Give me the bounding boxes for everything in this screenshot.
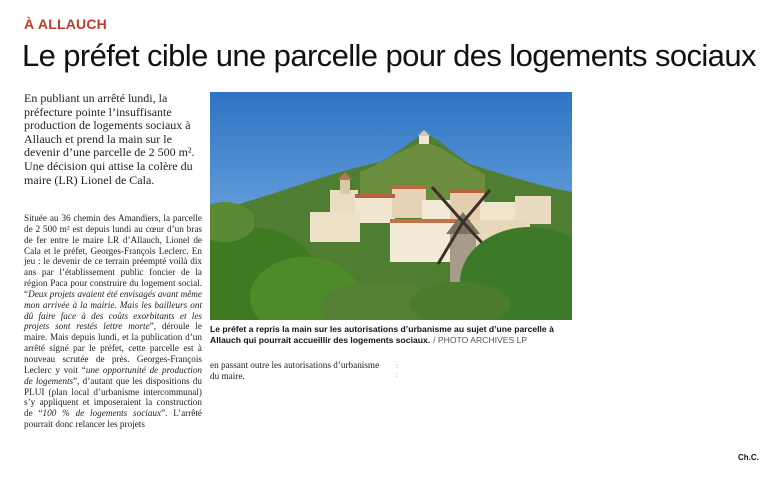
article-body-column-1 [24, 213, 202, 430]
author-signature: Ch.C. [738, 453, 759, 462]
body-text: ”. L’arrêté pourrait donc relancer les projets [24, 408, 203, 430]
article-photo [210, 92, 572, 320]
article-lead: En publiant un arrêté lundi, la préfecture pointe l’insuffisante production de logements sociaux à Allauch et prend la main sur le devenir d’une parcelle de 2 500 m². Une décision qui attise la colère du maire (LR) Lionel de Cala. [24, 91, 195, 187]
section-kicker: À ALLAUCH [24, 16, 107, 32]
caption-text: Le préfet a repris la main sur les autorisations d’urbanisme au sujet d’une parcelle à Allauch qui pourrait accueillir des logements sociaux. [210, 324, 554, 345]
body-text: ”, déroule le maire. Mais depuis lundi, et la publication d’un arrêté signé par le préfet, cette parcelle est à nouveau scrutée de près. Georges-François Leclerc y voit “ [24, 321, 202, 375]
photo-credit: / PHOTO ARCHIVES LP [433, 334, 528, 345]
body-text: Située au 36 chemin des Amandiers, la parcelle de 2 500 m² est depuis lundi au cœur d’un bras de fer entre le maire LR d’Allauch, Lionel de Cala et le préfet, Georges-François Leclerc. En jeu : le devenir de ce terrain préempté voilà dix ans par l’établissement public foncier de la région Paca pour construire du logement social. “ [24, 213, 202, 299]
article-body-column-2: en passant outre les autorisations d’urbanisme du maire. [210, 360, 380, 381]
article-headline: Le préfet cible une parcelle pour des logements sociaux [22, 38, 756, 73]
body-text: ”, d’autant que les dispositions du PLUI (plan local d’urbanisme intercommunal) s’y appliquent et imposeraient la construction de “ [24, 375, 202, 419]
photo-caption [210, 324, 572, 345]
allauch-village-photo [210, 92, 572, 320]
quote-text: Deux projets avaient été envisagés avant même mon arrivée à la mairie. Mais les bailleurs ont dû faire face à des coûts exorbitants et les projets sont restés lettre morte [24, 288, 202, 332]
quote-text: 100 % de logements sociaux [42, 408, 162, 419]
column-separator: : : [396, 362, 398, 379]
quote-text: une opportunité de production de logements [24, 364, 203, 386]
